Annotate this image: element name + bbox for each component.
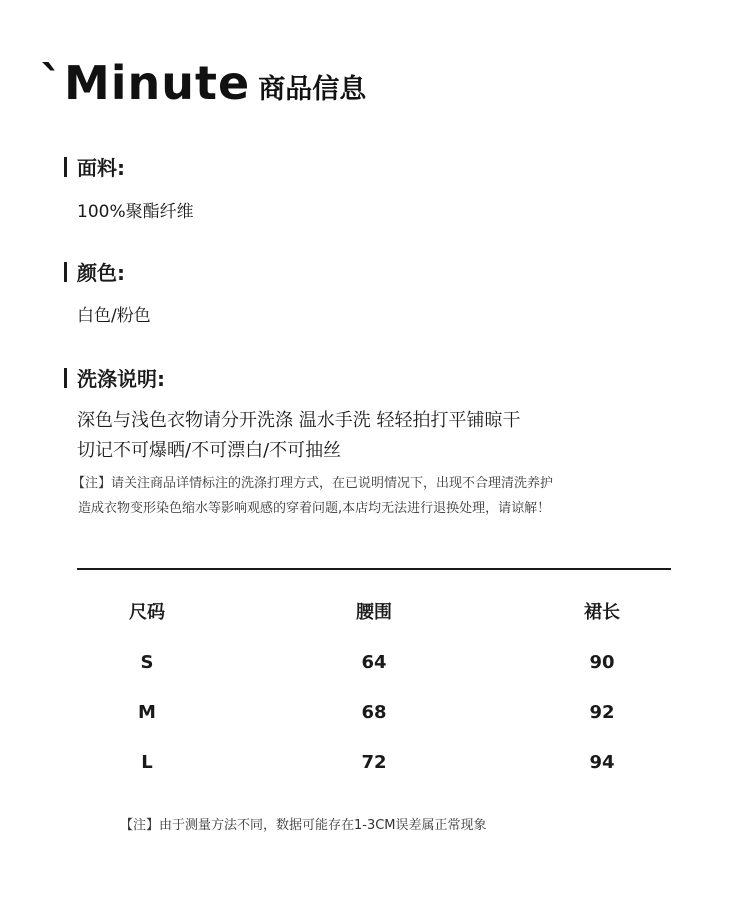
washing-instruction-line: 深色与浅色衣物请分开洗涤 温水手洗 轻轻拍打平铺晾干: [77, 410, 521, 431]
section-bar: [64, 157, 67, 177]
divider: [77, 568, 671, 570]
washing-label: 洗涤说明:: [77, 367, 165, 391]
color-label: 颜色:: [77, 261, 125, 285]
section-bar: [64, 368, 67, 388]
material-heading: [64, 152, 125, 181]
color-value: 白色/粉色: [77, 306, 151, 326]
washing-note-line: 造成衣物变形染色缩水等影响观感的穿着问题,本店均无法进行退换处理，请谅解！: [78, 501, 551, 516]
washing-instruction-line: 切记不可爆晒/不可漂白/不可抽丝: [77, 440, 342, 461]
color-heading: [64, 257, 125, 286]
length-cell: 94: [589, 752, 615, 773]
washing-heading: [64, 363, 165, 392]
material-label: 面料:: [77, 156, 125, 180]
waist-cell: 64: [361, 652, 387, 673]
waist-cell: 68: [361, 702, 387, 723]
table-row: [77, 642, 671, 692]
table-row: [77, 742, 671, 792]
brand-logo: `Minute: [40, 56, 251, 110]
length-cell: 90: [589, 652, 615, 673]
page-title: 商品信息: [258, 74, 367, 105]
section-bar: [64, 262, 67, 282]
column-header-waist: 腰围: [356, 602, 392, 623]
column-header-size: 尺码: [129, 602, 165, 623]
length-cell: 92: [589, 702, 615, 723]
size-cell: M: [138, 702, 156, 723]
table-row: [77, 692, 671, 742]
washing-note-line: 【注】请关注商品详情标注的洗涤打理方式，在已说明情况下，出现不合理清洗养护: [72, 476, 554, 491]
size-cell: S: [140, 652, 154, 673]
size-table: [77, 592, 671, 792]
material-value: 100%聚酯纤维: [77, 202, 194, 222]
waist-cell: 72: [361, 752, 387, 773]
size-cell: L: [141, 752, 153, 773]
column-header-length: 裙长: [584, 602, 620, 623]
table-header-row: [77, 592, 671, 642]
page-header: [40, 56, 367, 110]
measurement-footnote: 【注】由于测量方法不同，数据可能存在1-3CM误差属正常现象: [120, 818, 487, 833]
